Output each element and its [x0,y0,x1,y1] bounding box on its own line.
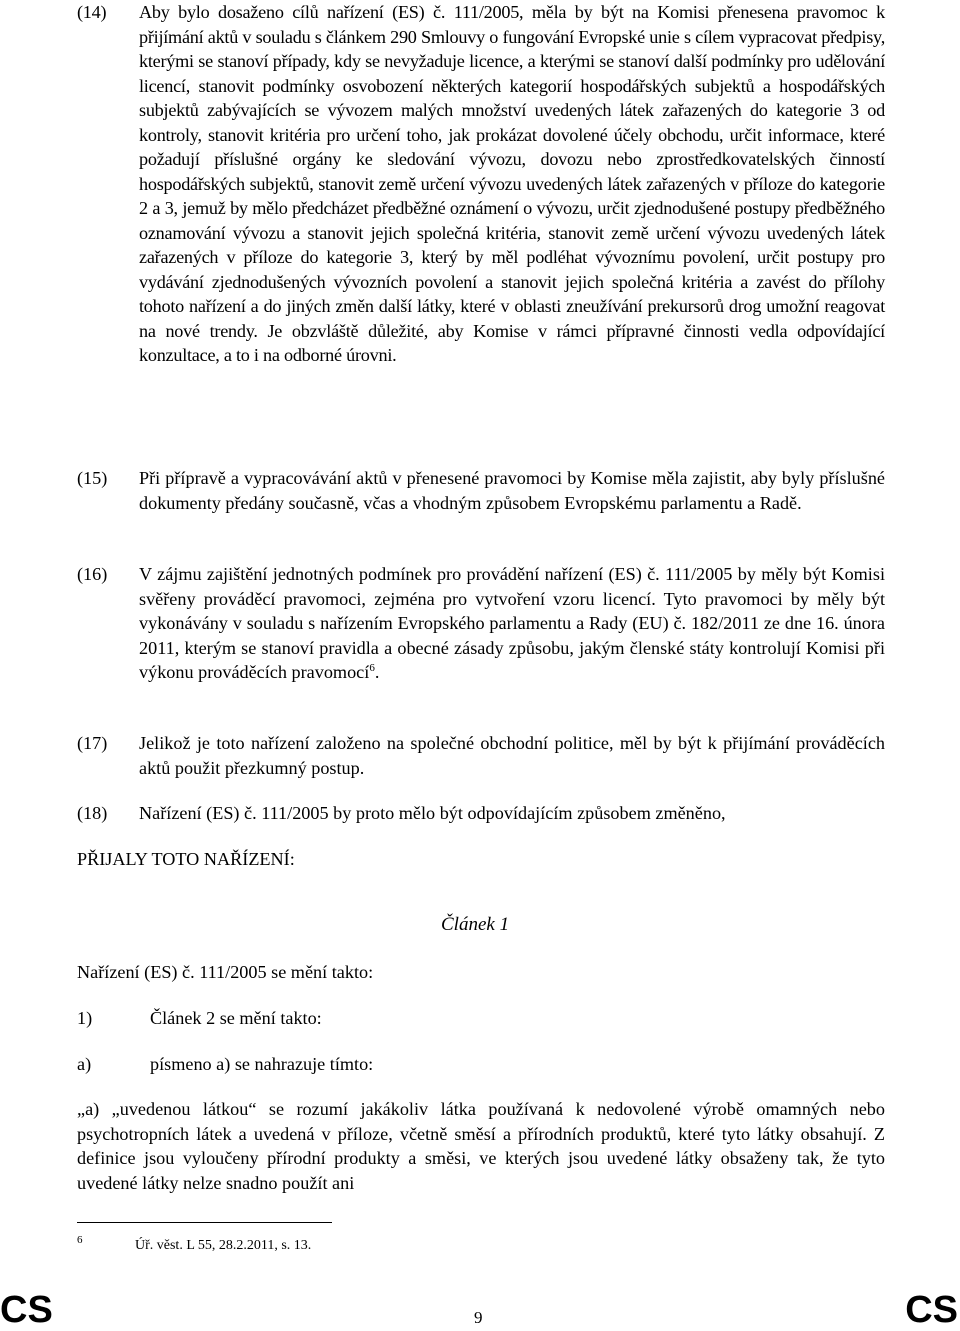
recital-text: Aby bylo dosaženo cílů nařízení (ES) č. 111/2005, měla by být na Komisi přenesena pravomoc k přijímání aktů v souladu s článkem 290 Smlouvy o fungování Evropské unie s cílem vypracovat předpisy, kterými se stanoví případy, kdy se nevyžaduje licence, a kterými se stanoví další podmínky pro udělování licencí, stanovit podmínky osvobození některých kategorií hospodářských subjektů a hospodářských subjektů zabývajících se vývozem malých množství uvedených látek zařazených do kategorie 3 od kontroly, stanovit kritéria pro určení toho, jak prokázat dovolené účely obchodu, určit informace, které požadují příslušné orgány ke sledování vývozu, dovozu nebo zprostředkovatelských činností hospodářských subjektů, stanovit země určení vývozu uvedených látek zařazených v příloze do kategorie 2 a 3, jemuž by mělo předcházet předběžné oznámení o vývozu, určit zjednodušené postupy předběžného oznamování vývozu a stanovit jejich společná kritéria, stanovit země určení vývozu uvedených látek zařazených v příloze do kategorie 3, který by měl podléhat vývoznímu povolení, určit postupy pro vydávání zjednodušených vývozních povolení a stanovit jejich společná kritéria a zavést do přílohy tohoto nařízení a do jiných změn další látky, které v oblasti zneužívání prekursorů drog umožní reagovat na nové trendy. Je obzvláště důležité, aby Komise v rámci přípravné činnosti vedla odpovídající konzultace, a to i na odborné úrovni. [139,2,885,365]
recital-number: (15) [77,468,108,488]
recital-number: (14) [77,2,107,22]
quoted-definition: „a) „uvedenou látkou“ se rozumí jakákoliv látka používaná k nedovolené výrobě omamných nebo psychotropních látek a uvedená v příloze, včetně směsí a přírodních produktů, které tyto látky obsahují. Z definice jsou vyloučeny přírodní produkty a směsi, ve kterých jsou uvedené látky obsaženy tak, že tyto uvedené látky nelze snadno použít ani [77,1099,885,1193]
article-title: Článek 1 [441,914,510,935]
recital-text-end: . [374,662,380,682]
adoption-statement: PŘIJALY TOTO NAŘÍZENÍ: [77,849,295,869]
recital-15 [77,466,885,515]
recital-16 [77,562,885,685]
point-text: Článek 2 se mění takto: [150,1008,322,1028]
language-code-right: CS [905,1289,958,1331]
recital-14 [77,0,885,368]
recital-text [139,562,885,685]
amendment-intro: Nařízení (ES) č. 111/2005 se mění takto: [77,962,374,982]
page-number: 9 [474,1308,483,1327]
point-label: 1) [77,1008,93,1028]
language-code-left: CS [0,1289,53,1331]
point-text: písmeno a) se nahrazuje tímto: [150,1054,374,1074]
footnote-text: Úř. věst. L 55, 28.2.2011, s. 13. [135,1238,312,1253]
recital-number: (17) [77,733,108,753]
recital-text-body: V zájmu zajištění jednotných podmínek pro provádění nařízení (ES) č. 111/2005 by měly být Komisi svěřeny prováděcí pravomoci, zejména pro vytvoření vzoru licencí. Tyto pravomoci by měly být vykonávány v souladu s nařízením Evropského parlamentu a Rady (EU) č. 182/2011 ze dne 16. února 2011, kterým se stanoví pravidla a obecné zásady způsobu, jakým členské státy kontrolují Komisi při výkonu prováděcích pravomocí [139,564,885,682]
footnote-separator [77,1222,332,1223]
footnote-reference[interactable]: 6 [369,661,375,674]
footnote-number: 6 [77,1234,83,1246]
recital-number: (16) [77,564,108,584]
recital-17 [77,731,885,780]
recital-text: Při přípravě a vypracovávání aktů v přenesené pravomoci by Komise měla zajistit, aby byly příslušné dokumenty předány současně, včas a vhodným způsobem Evropskému parlamentu a Radě. [139,468,885,513]
recital-text: Jelikož je toto nařízení založeno na společné obchodní politice, měl by být k přijímání prováděcích aktů použit přezkumný postup. [139,733,885,778]
point-label: a) [77,1054,92,1074]
recital-18 [77,801,885,826]
recital-number: (18) [77,803,108,823]
recital-text: Nařízení (ES) č. 111/2005 by proto mělo být odpovídajícím způsobem změněno, [139,803,726,823]
